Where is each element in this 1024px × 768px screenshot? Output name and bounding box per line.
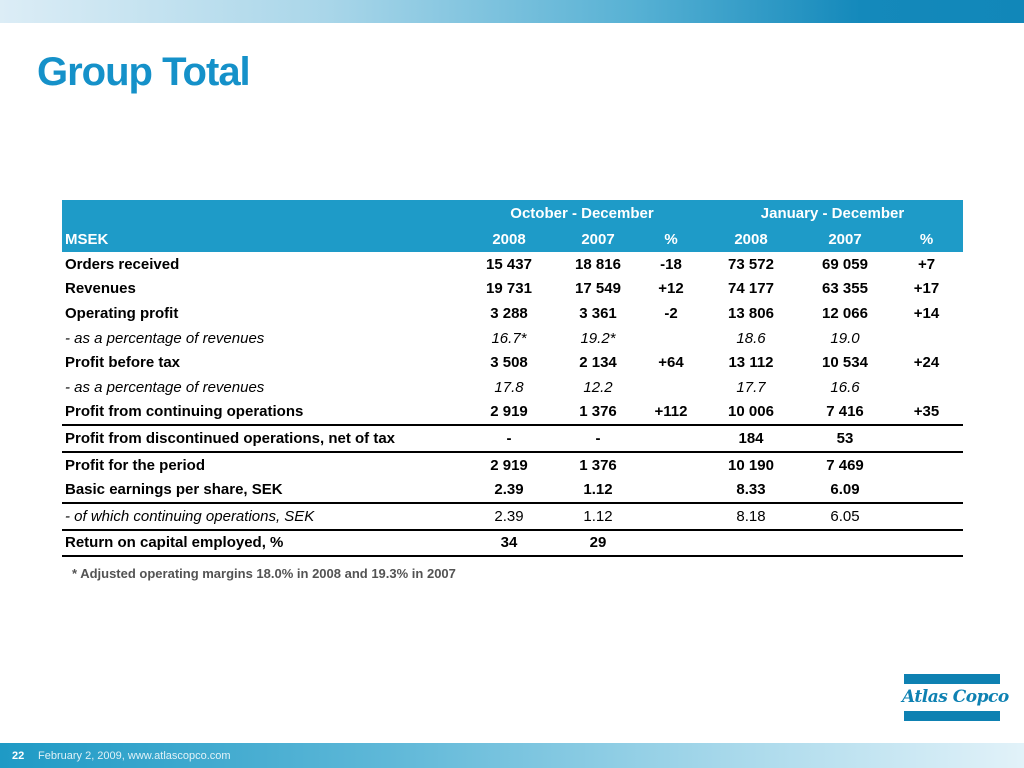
cell [890, 452, 963, 478]
row-label: - as a percentage of revenues [65, 378, 265, 396]
cell: 3 288 [490, 304, 528, 322]
cell: 2 919 [462, 400, 556, 426]
cell: 18 816 [575, 255, 621, 273]
cell: 73 572 [728, 255, 774, 273]
table-row [62, 503, 963, 530]
cell: 8.18 [702, 503, 800, 530]
table-row [62, 301, 963, 326]
cell: 12 066 [822, 304, 868, 322]
cell: 19.0 [830, 329, 860, 347]
column-header-pct-q4: % [640, 226, 702, 252]
logo-top-bar [904, 674, 1000, 684]
logo-wordmark: Atlas Copco [902, 687, 1009, 707]
cell: 74 177 [728, 280, 774, 298]
table-row [62, 252, 963, 277]
page-number: 22 [12, 749, 25, 762]
cell [640, 477, 702, 503]
cell: 29 [556, 530, 640, 557]
cell: 63 355 [822, 280, 868, 298]
cell [702, 530, 800, 557]
row-label: - of which continuing operations, SEK [62, 503, 462, 530]
cell: 2.39 [462, 503, 556, 530]
cell: +64 [658, 354, 684, 372]
table-row [62, 375, 963, 400]
cell: +12 [658, 280, 684, 298]
row-label: Profit from continuing operations [62, 400, 462, 426]
footer-bar [0, 743, 1024, 768]
cell: -2 [664, 304, 678, 322]
atlas-copco-logo [902, 674, 1009, 721]
table-row [62, 277, 963, 302]
cell [640, 530, 702, 557]
cell: 6.05 [800, 503, 890, 530]
cell: 34 [462, 530, 556, 557]
table-header-group-row [62, 200, 963, 226]
cell [640, 452, 702, 478]
cell: 10 006 [702, 400, 800, 426]
cell: 13 806 [728, 304, 774, 322]
header-spacer-cell [62, 200, 462, 226]
row-label: - as a percentage of revenues [65, 329, 265, 347]
page-title: Group Total [37, 50, 250, 94]
col-group-oct-dec: October - December [462, 200, 702, 226]
table-row [62, 477, 963, 503]
cell: 8.33 [702, 477, 800, 503]
cell: +7 [917, 255, 936, 273]
cell: 10 190 [728, 456, 774, 474]
cell [640, 425, 702, 452]
cell: 13 112 [728, 354, 774, 372]
cell: 7 416 [800, 400, 890, 426]
table-row [62, 452, 963, 478]
cell: 17.8 [494, 378, 524, 396]
cell: -18 [660, 255, 682, 273]
row-label: Basic earnings per share, SEK [62, 477, 462, 503]
cell: 10 534 [822, 354, 868, 372]
cell [890, 375, 963, 400]
cell: 3 361 [579, 304, 617, 322]
cell [640, 326, 702, 351]
row-label: Profit from discontinued operations, net of tax [62, 425, 462, 452]
top-gradient-bar [0, 0, 1024, 23]
logo-bottom-bar [904, 711, 1000, 721]
table-row [62, 400, 963, 426]
cell: 2.39 [462, 477, 556, 503]
table-header-columns-row [62, 226, 963, 252]
row-label: Return on capital employed, % [62, 530, 462, 557]
cell: 19 731 [486, 280, 532, 298]
table-header [62, 200, 963, 252]
cell: 16.7* [491, 329, 527, 347]
cell: 1.12 [556, 503, 640, 530]
cell: +24 [913, 354, 940, 372]
cell [800, 530, 890, 557]
cell: 19.2* [580, 329, 616, 347]
cell: 18.6 [736, 329, 766, 347]
cell: +17 [913, 280, 940, 298]
cell [890, 530, 963, 557]
row-label: Revenues [65, 280, 136, 298]
cell: 2 134 [579, 354, 617, 372]
cell: +35 [890, 400, 963, 426]
cell: 6.09 [800, 477, 890, 503]
cell: 69 059 [822, 255, 868, 273]
row-label: Profit for the period [65, 456, 205, 474]
financial-table [62, 200, 963, 557]
cell: 15 437 [486, 255, 532, 273]
cell [890, 326, 963, 351]
cell: 12.2 [583, 378, 613, 396]
cell: 1 376 [556, 400, 640, 426]
cell: 1.12 [556, 477, 640, 503]
table-row [62, 326, 963, 351]
cell [640, 375, 702, 400]
column-header-2008-fy: 2008 [702, 226, 800, 252]
cell: 53 [800, 425, 890, 452]
table-row [62, 425, 963, 452]
column-header-msek: MSEK [62, 226, 462, 252]
row-label: Orders received [65, 255, 180, 273]
cell: +112 [640, 400, 702, 426]
column-header-2008-q4: 2008 [462, 226, 556, 252]
cell: 3 508 [490, 354, 528, 372]
cell [890, 477, 963, 503]
cell: 184 [702, 425, 800, 452]
column-header-2007-fy: 2007 [800, 226, 890, 252]
cell [640, 503, 702, 530]
cell: - [556, 425, 640, 452]
footnote: * Adjusted operating margins 18.0% in 2008 and 19.3% in 2007 [72, 566, 456, 581]
cell: 7 469 [826, 456, 864, 474]
column-header-pct-fy: % [890, 226, 963, 252]
row-label: Profit before tax [65, 354, 181, 372]
table-row [62, 350, 963, 375]
cell: 2 919 [490, 456, 528, 474]
cell: - [462, 425, 556, 452]
column-header-2007-q4: 2007 [556, 226, 640, 252]
footer-text: February 2, 2009, www.atlascopco.com [38, 749, 231, 762]
cell [890, 503, 963, 530]
cell [890, 425, 963, 452]
col-group-jan-dec: January - December [702, 200, 963, 226]
cell: 16.6 [830, 378, 860, 396]
cell: 17 549 [575, 280, 621, 298]
cell: 17.7 [736, 378, 766, 396]
cell: 1 376 [579, 456, 617, 474]
table-row [62, 530, 963, 557]
cell: +14 [913, 304, 940, 322]
row-label: Operating profit [65, 304, 179, 322]
